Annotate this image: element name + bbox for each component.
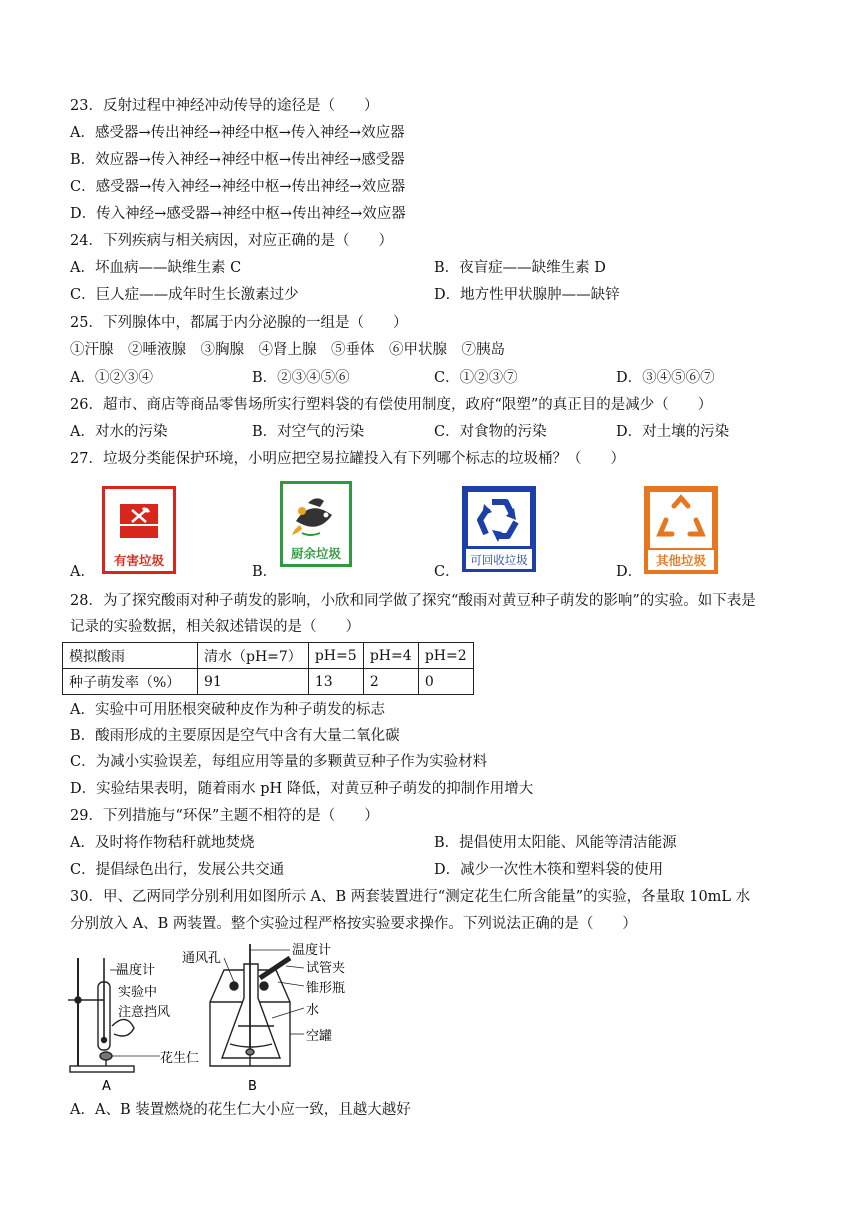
q27-option-b: B． [252, 564, 278, 580]
q24-option-a: A．坏血病——缺维生素 C [70, 260, 242, 276]
q24-option-b: B．夜盲症——缺维生素 D [434, 260, 606, 276]
fig-a-note-line1: 实验中 [118, 985, 158, 1000]
table-cell: 13 [308, 669, 363, 695]
q27-option-c: C． [434, 564, 460, 580]
q25-option-b: B．②③④⑤⑥ [252, 370, 350, 386]
fig-a-thermometer-label: 温度计 [116, 963, 156, 978]
q28-data-table [62, 642, 474, 695]
table-cell: 0 [418, 669, 473, 695]
table-header-row [63, 643, 474, 669]
q23-stem: 23．反射过程中神经冲动传导的途径是（ ） [70, 98, 379, 114]
q25-items: ①汗腺 ②唾液腺 ③胸腺 ④肾上腺 ⑤垂体 ⑥甲状腺 ⑦胰岛 [70, 342, 505, 358]
q27-option-d: D． [616, 564, 643, 580]
q26-option-c: C．对食物的污染 [434, 424, 547, 440]
q23-option-c: C．感受器→传入神经→神经中枢→传出神经→效应器 [70, 179, 406, 195]
q25-option-c: C．①②③⑦ [434, 370, 518, 386]
q24-option-d: D．地方性甲状腺肿——缺锌 [434, 287, 620, 303]
table-cell: 清水（pH=7） [198, 643, 309, 669]
fig-b-flask-label: 锥形瓶 [306, 981, 346, 996]
fig-a-note-line2: 注意挡风 [118, 1005, 171, 1020]
q23-option-a: A．感受器→传出神经→神经中枢→传入神经→效应器 [70, 125, 405, 141]
fig-a-peanut-label: 花生仁 [160, 1051, 200, 1066]
table-cell: pH=2 [418, 643, 473, 669]
q28-option-c: C．为减小实验误差，每组应用等量的多颗黄豆种子作为实验材料 [70, 754, 488, 770]
q26-stem: 26．超市、商店等商品零售场所实行塑料袋的有偿使用制度，政府“限塑”的真正目的是减少（ ） [70, 397, 713, 413]
recyclable-label: 可回收垃圾 [470, 553, 528, 567]
q29-stem: 29．下列措施与“环保”主题不相符的是（ ） [70, 808, 379, 824]
hazardous-waste-sign [102, 486, 176, 578]
fig-b-clamp-label: 试管夹 [306, 961, 346, 976]
q27-stem: 27．垃圾分类能保护环境，小明应把空易拉罐投入有下列哪个标志的垃圾桶？（ ） [70, 451, 625, 467]
fig-b-thermometer-label: 温度计 [292, 943, 332, 958]
q26-option-b: B．对空气的污染 [252, 424, 365, 440]
fig-b-vent-label: 通风孔 [182, 951, 222, 966]
q30-option-a: A．A、B 装置燃烧的花生仁大小应一致，且越大越好 [70, 1102, 411, 1118]
table-cell: 91 [198, 669, 309, 695]
q28-stem-line1: 28．为了探究酸雨对种子萌发的影响，小欣和同学做了探究“酸雨对黄豆种子萌发的影响”的实验。如下表是 [70, 593, 756, 609]
q30-stem-line1: 30．甲、乙两同学分别利用如图所示 A、B 两套装置进行“测定花生仁所含能量”的实验，各量取 10mL 水 [70, 889, 751, 905]
kitchen-waste-sign [280, 481, 352, 571]
q28-option-d: D．实验结果表明，随着雨水 pH 降低，对黄豆种子萌发的抑制作用增大 [70, 781, 534, 797]
other-label: 其他垃圾 [655, 553, 707, 568]
q27-option-a: A． [70, 564, 95, 580]
hazardous-icon [120, 504, 158, 538]
kitchen-label: 厨余垃圾 [290, 546, 342, 561]
recyclable-waste-sign [462, 486, 536, 576]
q29-option-a: A．及时将作物秸秆就地焚烧 [70, 835, 255, 851]
table-cell: 模拟酸雨 [63, 643, 198, 669]
fig-b-can-label: 空罐 [306, 1029, 333, 1044]
q30-stem-line2: 分别放入 A、B 两装置。整个实验过程严格按实验要求操作。下列说法正确的是（ ） [70, 916, 637, 932]
table-cell: pH=4 [363, 643, 418, 669]
q26-option-d: D．对土壤的污染 [616, 424, 730, 440]
hazardous-label: 有害垃圾 [113, 553, 165, 568]
fig-a-label: A [102, 1079, 111, 1094]
fig-b-water-label: 水 [306, 1003, 320, 1018]
table-cell: 种子萌发率（%） [63, 669, 198, 695]
other-waste-sign [644, 486, 718, 578]
q28-stem-line2: 记录的实验数据，相关叙述错误的是（ ） [70, 619, 360, 635]
q23-option-d: D．传入神经→感受器→神经中枢→传出神经→效应器 [70, 206, 406, 222]
q26-option-a: A．对水的污染 [70, 424, 168, 440]
q28-option-a: A．实验中可用胚根突破种皮作为种子萌发的标志 [70, 702, 385, 718]
table-row [63, 669, 474, 695]
q25-stem: 25．下列腺体中，都属于内分泌腺的一组是（ ） [70, 315, 408, 331]
q23-option-b: B．效应器→传入神经→神经中枢→传出神经→感受器 [70, 152, 405, 168]
table-cell: pH=5 [308, 643, 363, 669]
q29-option-c: C．提倡绿色出行，发展公共交通 [70, 862, 285, 878]
q29-option-d: D．减少一次性木筷和塑料袋的使用 [434, 862, 664, 878]
q24-stem: 24．下列疾病与相关病因，对应正确的是（ ） [70, 233, 393, 249]
q24-option-c: C．巨人症——成年时生长激素过少 [70, 287, 299, 303]
q25-option-a: A．①②③④ [70, 370, 153, 386]
q28-option-b: B．酸雨形成的主要原因是空气中含有大量二氧化碳 [70, 728, 400, 744]
table-cell: 2 [363, 669, 418, 695]
q29-option-b: B．提倡使用太阳能、风能等清洁能源 [434, 835, 677, 851]
q25-option-d: D．③④⑤⑥⑦ [616, 370, 715, 386]
peanut-energy-apparatus-figure [64, 938, 364, 1098]
fig-b-label: B [248, 1079, 257, 1094]
